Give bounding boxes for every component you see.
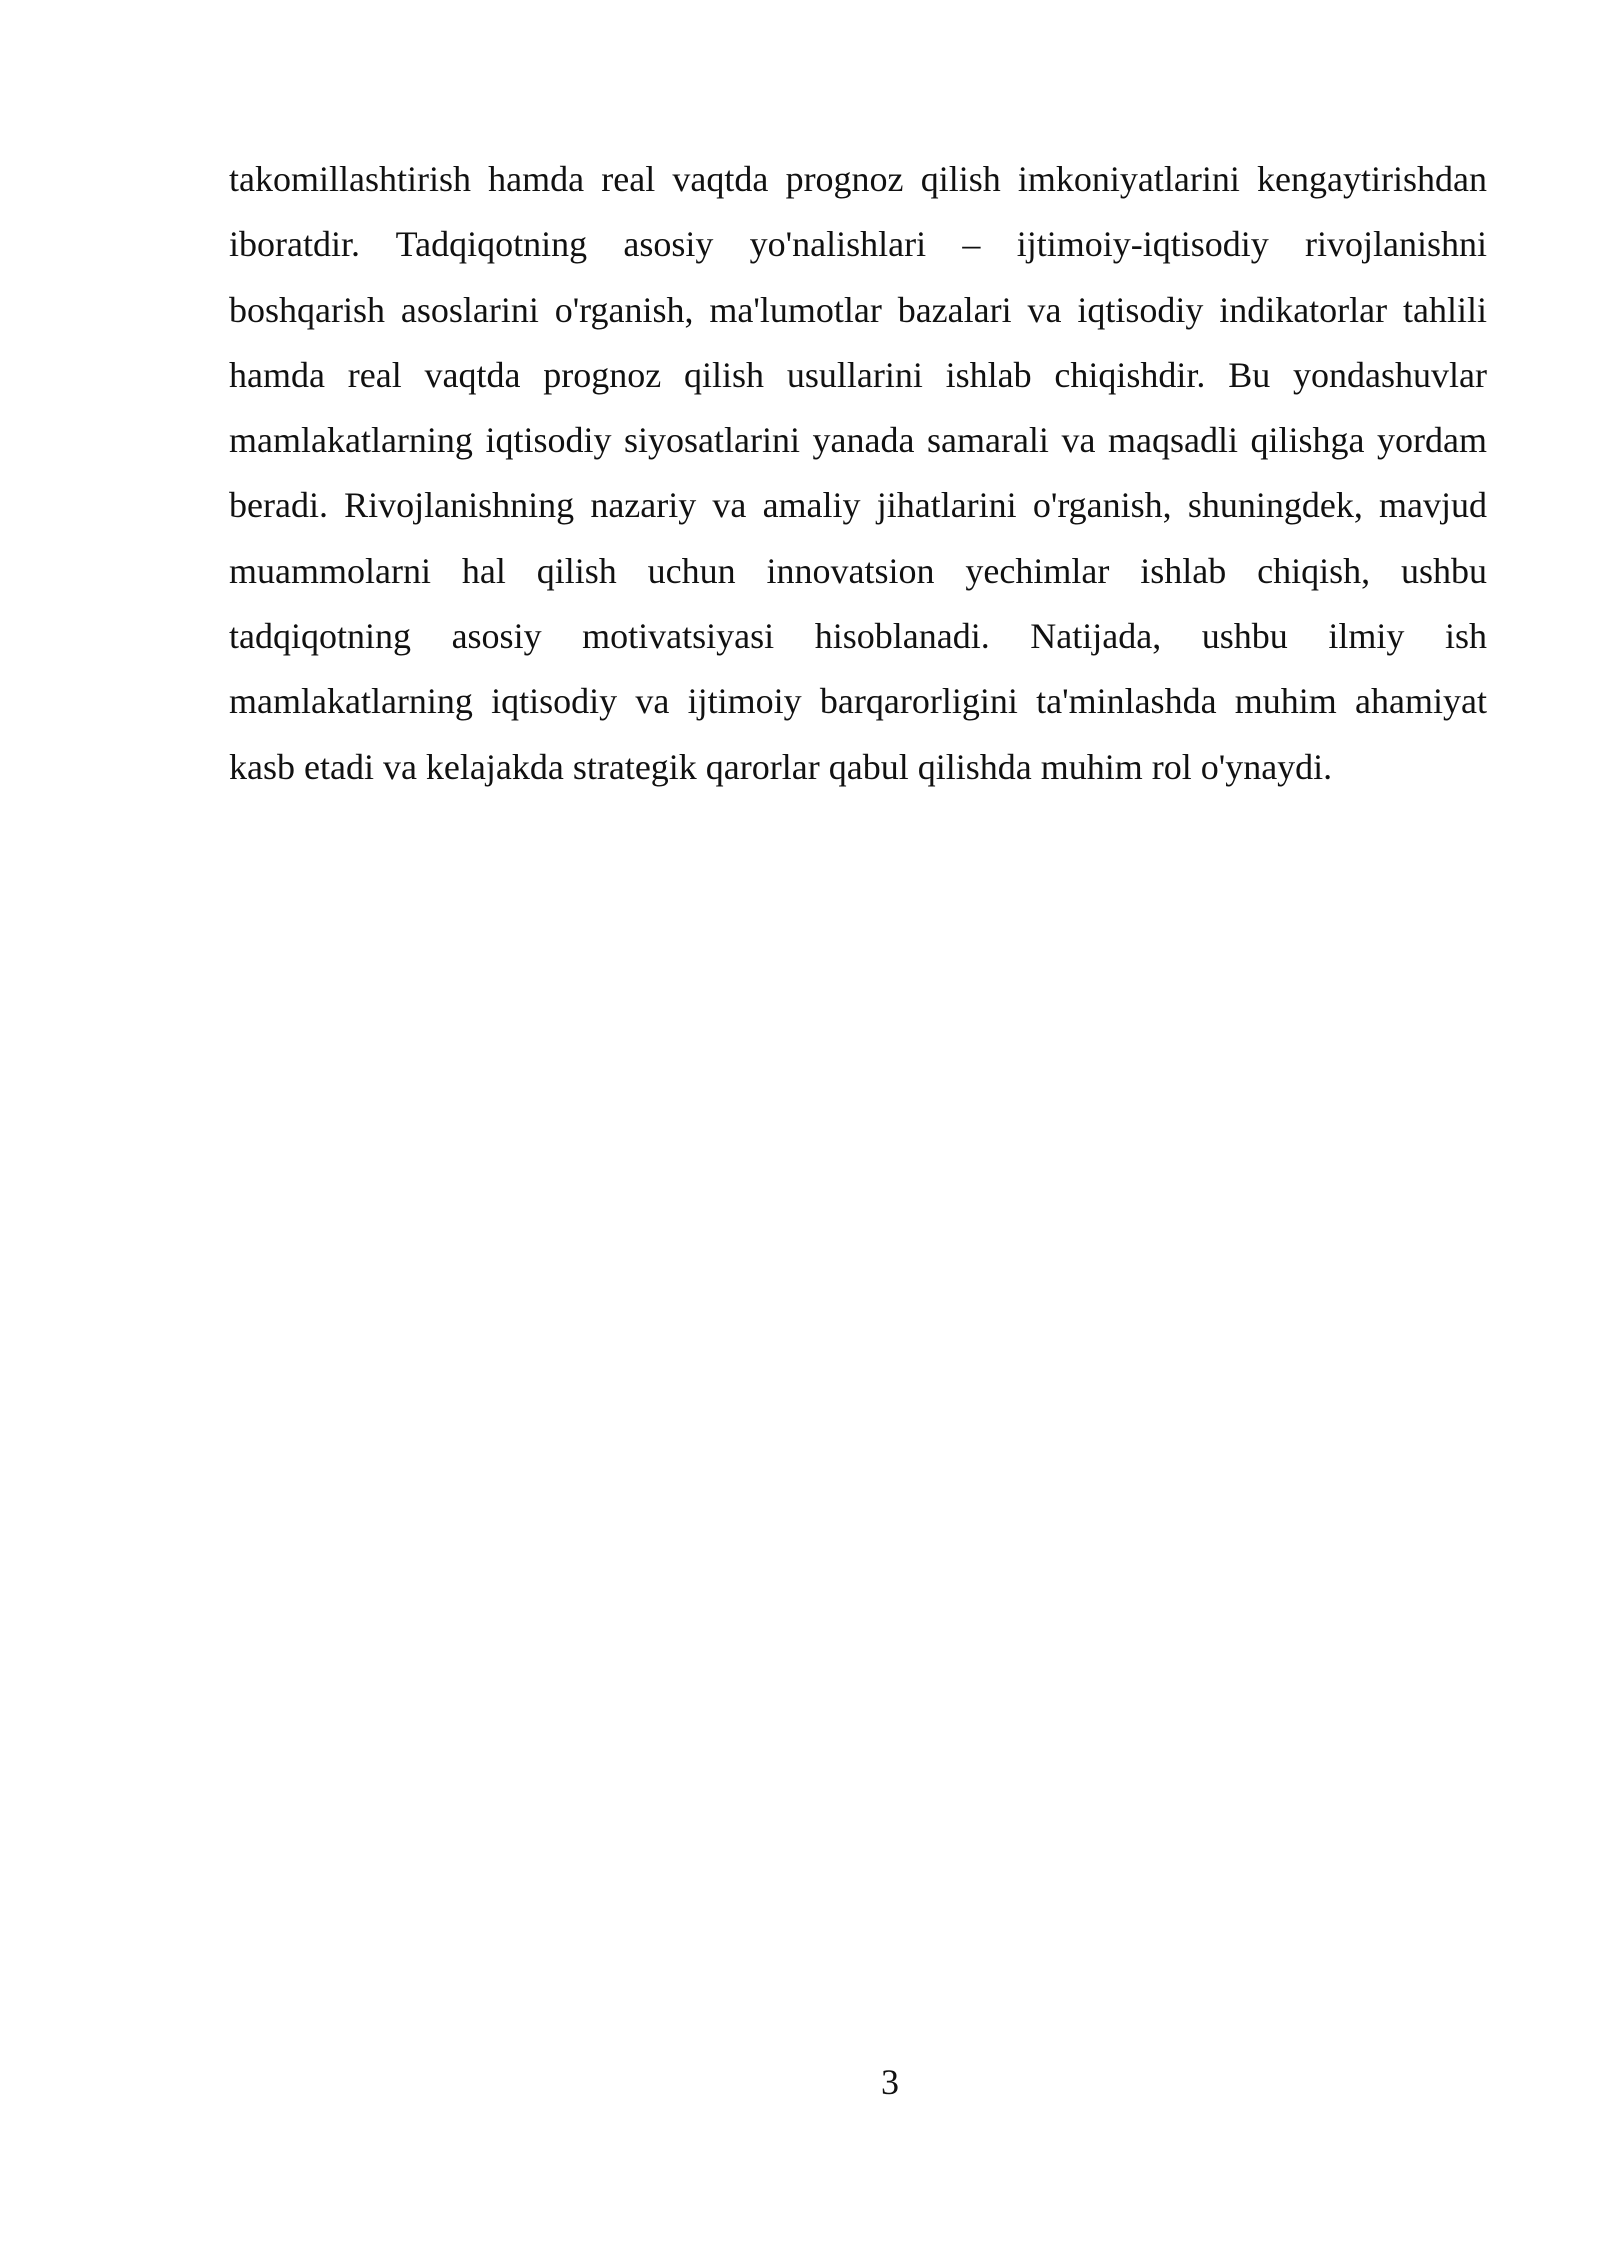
body-paragraph: takomillashtirish hamda real vaqtda prognoz qilish imkoniyatlarini kengaytirishdan iboratdir. Tadqiqotning asosiy yo'nalishlari – ijtimoiy-iqtisodiy rivojlanishni boshqarish asoslarini o'rganish, ma'lumotlar bazalari va iqtisodiy indikatorlar tahlili hamda real vaqtda prognoz qilish usullarini ishlab chiqishdir. Bu yondashuvlar mamlakatlarning iqtisodiy siyosatlarini yanada samarali va maqsadli qilishga yordam beradi. Rivojlanishning nazariy va amaliy jihatlarini o'rganish, shuningdek, mavjud muammolarni hal qilish uchun innovatsion yechimlar ishlab chiqish, ushbu tadqiqotning asosiy motivatsiyasi hisoblanadi. Natijada, ushbu ilmiy ish mamlakatlarning iqtisodiy va ijtimoiy barqarorligini ta'minlashda muhim ahamiyat kasb etadi va kelajakda strategik qarorlar qabul qilishda muhim rol o'ynaydi. xyxy=(229,159,1487,787)
page-number: 3 xyxy=(881,2062,899,2102)
